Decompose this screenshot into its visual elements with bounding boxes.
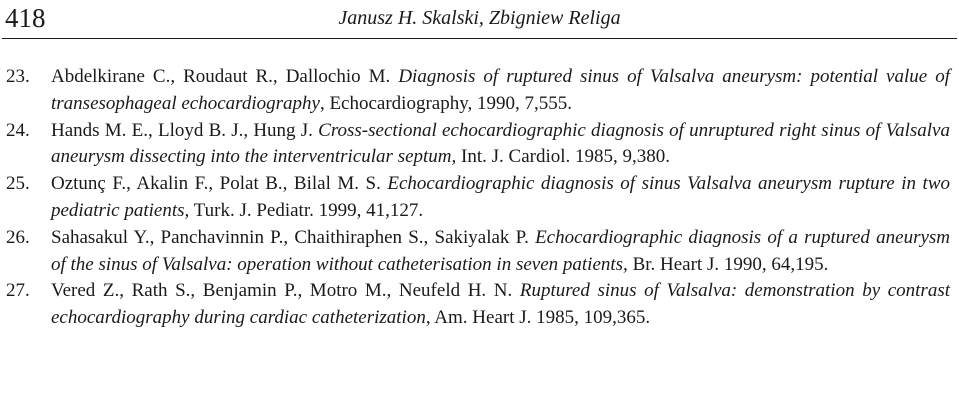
reference-source: Turk. J. Pediatr. 1999, 41,127.	[189, 199, 424, 221]
reference-title: Ruptured sinus of Valsalva: demonstration by contrast echocardiography during cardiac catheterization	[51, 280, 951, 329]
reference-title: Echocardiographic diagnosis of sinus Valsalva aneurysm rupture in two pediatric patients,	[51, 173, 950, 221]
header-rule	[2, 38, 957, 39]
page-header	[0, 0, 959, 40]
reference-number: 26.	[6, 226, 30, 248]
reference-number: 25.	[6, 173, 30, 195]
reference-item	[0, 118, 959, 172]
reference-item	[0, 171, 959, 225]
reference-authors: Sahasakul Y., Panchavinnin P., Chaithiraphen S., Sakiyalak P.	[51, 226, 536, 248]
reference-authors: Oztunç F., Akalin F., Polat B., Bilal M. S.	[51, 173, 388, 195]
reference-title: Cross-sectional echocardiographic diagnosis of unruptured right sinus of Valsalva aneurysm dissecting into the interventricular septum,	[51, 119, 950, 168]
page-number: 418	[5, 3, 46, 33]
reference-item	[0, 225, 959, 279]
reference-source: , Am. Heart J. 1985, 109,365.	[425, 307, 651, 329]
reference-number: 24.	[6, 119, 30, 141]
reference-item	[0, 64, 959, 118]
reference-authors: Hands M. E., Lloyd B. J., Hung J.	[51, 119, 319, 141]
reference-title: Echocardiographic diagnosis of a ruptured aneurysm of the sinus of Valsalva: operation without catheterisation in seven patients,	[51, 226, 951, 275]
reference-title: Diagnosis of ruptured sinus of Valsalva aneurysm: potential value of transesophageal echocardiography	[51, 66, 950, 114]
reference-number: 27.	[6, 280, 30, 302]
reference-number: 23.	[6, 66, 30, 87]
reference-authors: Abdelkirane C., Roudaut R., Dallochio M.	[51, 66, 399, 87]
running-title: Janusz H. Skalski, Zbigniew Religa	[338, 7, 621, 29]
reference-source: Br. Heart J. 1990, 64,195.	[627, 253, 829, 275]
reference-authors: Vered Z., Rath S., Benjamin P., Motro M., Neufeld H. N.	[51, 280, 520, 302]
reference-source: , Echocardiography, 1990, 7,555.	[319, 92, 572, 114]
reference-item	[0, 278, 959, 332]
reference-list	[0, 64, 959, 332]
reference-source: Int. J. Cardiol. 1985, 9,380.	[456, 146, 671, 168]
